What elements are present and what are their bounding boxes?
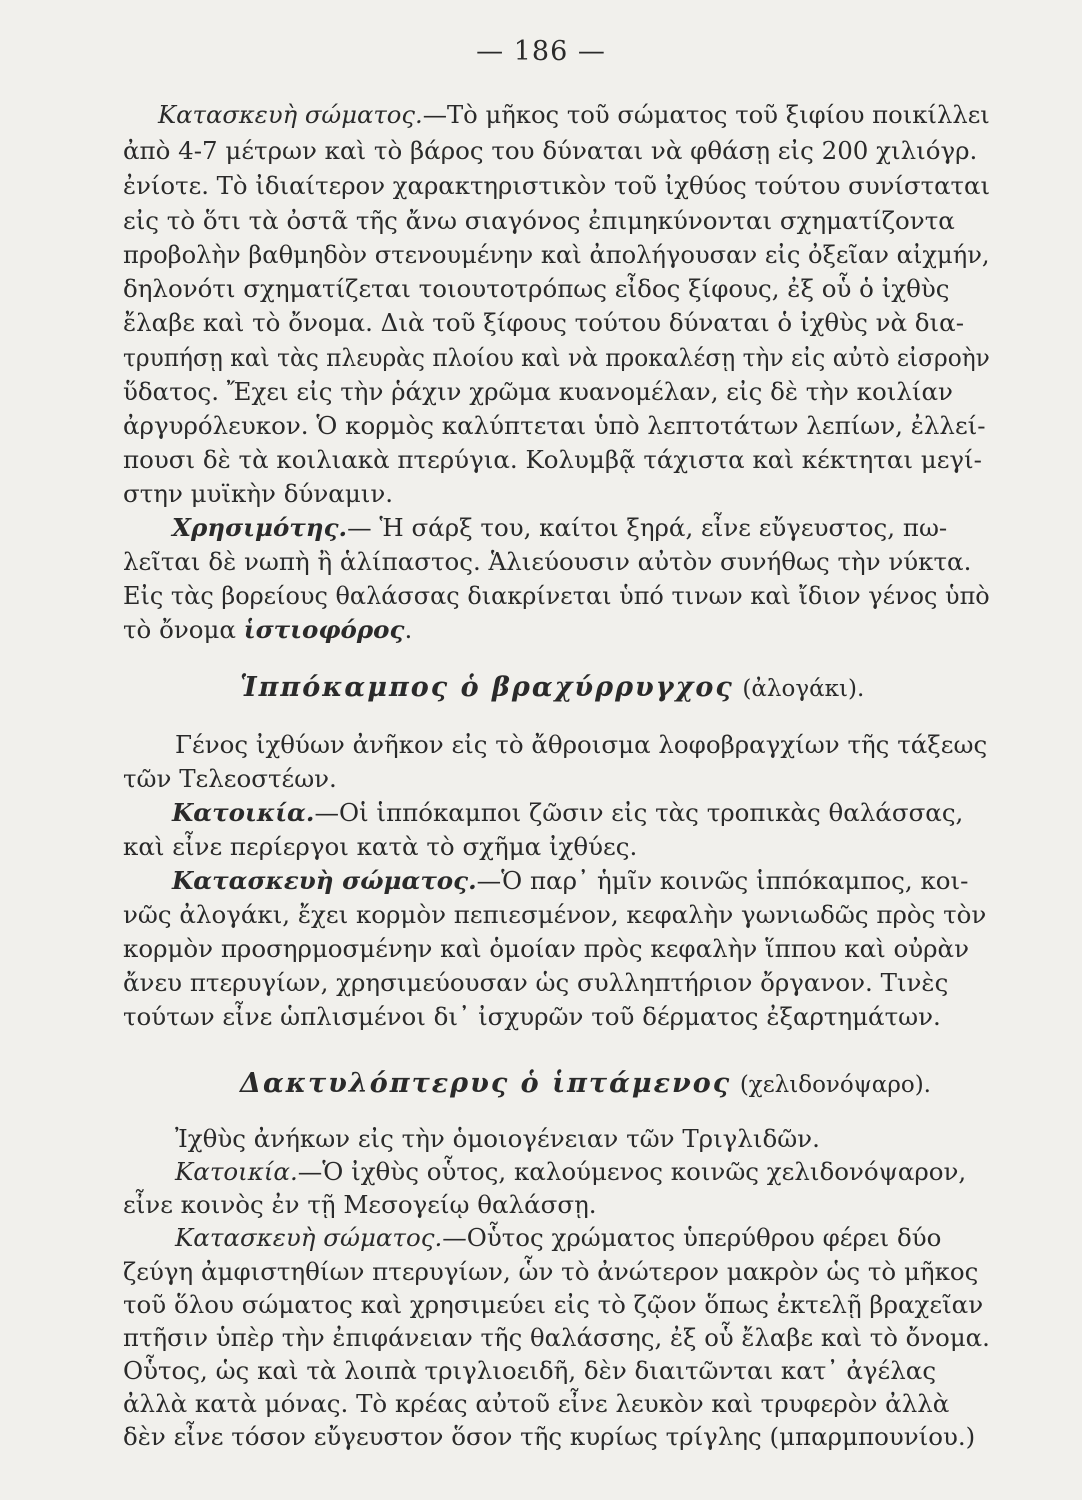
text-span: —Οἱ ἱππόκαμποι ζῶσιν εἰς τὰς τροπικὰς θαλάσσας,: [314, 798, 964, 827]
heading-note: (χελιδονόψαρο).: [739, 1072, 931, 1098]
text-line: [172, 866, 968, 896]
section-heading: [240, 672, 864, 705]
subheading: Χρησιμότης.: [172, 513, 348, 542]
text-line: καὶ εἶνε περίεργοι κατὰ τὸ σχῆμα ἰχθύες.: [123, 832, 638, 861]
text-line: εἶνε κοινὸς ἐν τῇ Μεσογείῳ θαλάσσῃ.: [123, 1190, 597, 1219]
text-line: Γένος ἰχθύων ἀνῆκον εἰς τὸ ἄθροισμα λοφοβραγχίων τῆς τάξεως: [175, 730, 988, 759]
text-span: — Ἡ σάρξ του, καίτοι ξηρά, εἶνε εὔγευστος, πω-: [347, 513, 948, 542]
text-line: ζεύγη ἀμφιστηθίων πτερυγίων, ὧν τὸ ἀνώτερον μακρὸν ὡς τὸ μῆκος: [123, 1257, 979, 1286]
text-line: ἔλαβε καὶ τὸ ὄνομα. Διὰ τοῦ ξίφους τούτου δύναται ὁ ἰχθὺς νὰ δια-: [123, 308, 964, 337]
text-span: τὸ ὄνομα: [123, 615, 236, 644]
text-line: ἄνευ πτερυγίων, χρησιμεύουσαν ὡς συλληπτήριον ὄργανον. Τινὲς: [123, 968, 949, 997]
text-span: —Ὁ παρ᾽ ἡμῖν κοινῶς ἱππόκαμπος, κοι-: [476, 866, 969, 895]
text-line: [175, 1157, 966, 1187]
text-span: —Οὗτος χρώματος ὑπερύθρου φέρει δύο: [442, 1223, 942, 1252]
text-line: δηλονότι σχηματίζεται τοιουτοτρόπως εἶδος ξίφους, ἐξ οὗ ὁ ἰχθὺς: [123, 274, 950, 303]
text-line: [172, 513, 947, 543]
text-line: [123, 615, 412, 645]
text-span: .: [404, 615, 413, 644]
text-line: τῶν Τελεοστέων.: [123, 764, 337, 793]
text-line: στην μυϊκὴν δύναμιν.: [123, 479, 394, 508]
text-line: [172, 798, 963, 828]
subheading: Κατασκευὴ σώματος.: [158, 100, 423, 129]
text-line: πουσι δὲ τὰ κοιλιακὰ πτερύγια. Κολυμβᾷ τάχιστα καὶ κέκτηται μεγί-: [123, 445, 982, 474]
text-line: λεῖται δὲ νωπὴ ἢ ἁλίπαστος. Ἁλιεύουσιν αὐτὸν συνήθως τὴν νύκτα.: [123, 547, 972, 576]
section-heading: [240, 1068, 931, 1101]
text-line: ἀπὸ 4-7 μέτρων καὶ τὸ βάρος του δύναται νὰ φθάσῃ εἰς 200 χιλιόγρ.: [123, 136, 978, 165]
species-name: ἱστιοφόρος: [243, 615, 405, 644]
text-line: δὲν εἶνε τόσον εὔγευστον ὅσον τῆς κυρίως τρίγλης (μπαρμπουνίου.): [123, 1422, 976, 1451]
text-line: ἀλλὰ κατὰ μόνας. Τὸ κρέας αὐτοῦ εἶνε λευκὸν καὶ τρυφερὸν ἀλλὰ: [123, 1389, 950, 1418]
subheading: Κατοικία.: [175, 1157, 298, 1186]
page-number: — 186 —: [476, 36, 606, 67]
subheading: Κατασκευὴ σώματος.: [175, 1223, 443, 1252]
text-line: προβολὴν βαθμηδὸν στενουμένην καὶ ἀπολήγουσαν εἰς ὀξεῖαν αἰχμήν,: [123, 240, 990, 269]
text-line: τρυπήσῃ καὶ τὰς πλευρὰς πλοίου καὶ νὰ προκαλέσῃ τὴν εἰς αὐτὸ εἰσροὴν: [123, 343, 990, 372]
heading-note: (ἀλογάκι).: [742, 676, 865, 702]
text-span: —Ὁ ἰχθὺς οὗτος, καλούμενος κοινῶς χελιδονόψαρον,: [297, 1157, 967, 1186]
text-line: τοῦ ὅλου σώματος καὶ χρησιμεύει εἰς τὸ ζῷον ὅπως ἐκτελῇ βραχεῖαν: [123, 1290, 984, 1319]
text-line: [175, 1223, 941, 1253]
text-line: τούτων εἶνε ὡπλισμένοι δι᾽ ἰσχυρῶν τοῦ δέρματος ἐξαρτημάτων.: [123, 1002, 941, 1031]
text-line: Εἰς τὰς βορείους θαλάσσας διακρίνεται ὑπό τινων καὶ ἴδιον γένος ὑπὸ: [123, 581, 990, 610]
text-line: [158, 100, 990, 130]
text-line: κορμὸν προσηρμοσμένην καὶ ὁμοίαν πρὸς κεφαλὴν ἵππου καὶ οὐρὰν: [123, 934, 969, 963]
subheading: Κατοικία.: [172, 798, 315, 827]
text-line: ὕδατος. Ἔχει εἰς τὴν ῥάχιν χρῶμα κυανομέλαν, εἰς δὲ τὴν κοιλίαν: [123, 377, 953, 406]
text-line: πτῆσιν ὑπὲρ τὴν ἐπιφάνειαν τῆς θαλάσσης, ἐξ οὗ ἔλαβε καὶ τὸ ὄνομα.: [123, 1323, 990, 1352]
text-span: —Τὸ μῆκος τοῦ σώματος τοῦ ξιφίου ποικίλλει: [422, 100, 990, 129]
heading-title: Ἱππόκαμπος ὁ βραχύρρυγχος: [240, 672, 734, 703]
text-line: ἐνίοτε. Τὸ ἰδιαίτερον χαρακτηριστικὸν τοῦ ἰχθύος τούτου συνίσταται: [123, 171, 991, 200]
text-line: Ἰχθὺς ἀνήκων εἰς τὴν ὁμοιογένειαν τῶν Τριγλιδῶν.: [175, 1124, 820, 1153]
heading-title: Δακτυλόπτερυς ὁ ἱπτάμενος: [240, 1068, 732, 1099]
subheading: Κατασκευὴ σώματος.: [172, 866, 477, 895]
text-line: Οὗτος, ὡς καὶ τὰ λοιπὰ τριγλιοειδῆ, δὲν διαιτῶνται κατ᾽ ἀγέλας: [123, 1356, 937, 1385]
text-line: εἰς τὸ ὅτι τὰ ὀστᾶ τῆς ἄνω σιαγόνος ἐπιμηκύνονται σχηματίζοντα: [123, 206, 955, 235]
text-line: νῶς ἀλογάκι, ἔχει κορμὸν πεπιεσμένον, κεφαλὴν γωνιωδῶς πρὸς τὸν: [123, 900, 987, 929]
text-line: ἀργυρόλευκον. Ὁ κορμὸς καλύπτεται ὑπὸ λεπτοτάτων λεπίων, ἐλλεί-: [123, 411, 986, 440]
